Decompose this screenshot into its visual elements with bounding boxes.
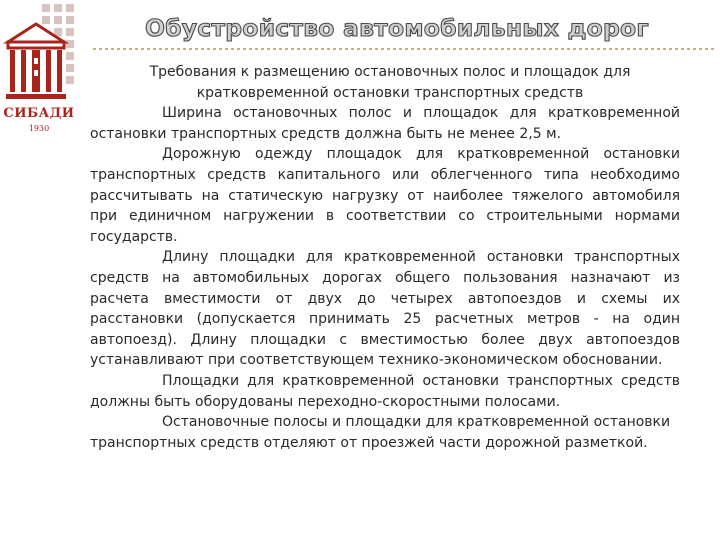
paragraph-speed-lanes: Площадки для кратковременной остановки транспортных средств должны быть оборудованы переходно-скоростными полосами. — [90, 372, 680, 410]
logo-name: СИБАДИ — [3, 106, 75, 121]
section-subtitle: Требования к размещению остановочных полос и площадок для кратковременной остановки транспортных средств — [149, 64, 631, 101]
logo-year: 1930 — [28, 124, 50, 133]
paragraph-width: Ширина остановочных полос и площадок для кратковременной остановки транспортных средств должна быть не менее 2,5 м. — [90, 105, 680, 142]
paragraph-pavement: Дорожную одежду площадок для кратковременной остановки транспортных средств капитального или облегченного типа необходимо рассчитывать на статическую нагрузку от наиболее тяжелого автомобиля при единичном нагружении в соответствии со строительными нормами государств. — [90, 146, 680, 245]
paragraph-marking: Остановочные полосы и площадки для кратковременной остановки транспортных средств отделяют от проезжей части дорожной разметкой. — [90, 414, 671, 451]
university-logo — [2, 2, 76, 144]
title-divider — [93, 48, 715, 50]
content-body — [90, 62, 680, 453]
paragraph-length: Длину площадки для кратковременной остановки транспортных средств на автомобильных дорогах общего пользования назначают из расчета вместимости от двух до четырех автопоездов и схемы их расстановки (допускается принимать 25 расчетных метров - на один автопоезд). Длину площадки с вместимостью более двух автопоездов устанавливают при соответствующем технико-экономическом обосновании. — [90, 249, 680, 369]
page-title: Обустройство автомобильных дорог — [145, 14, 649, 42]
building-emblem-icon — [2, 2, 76, 104]
